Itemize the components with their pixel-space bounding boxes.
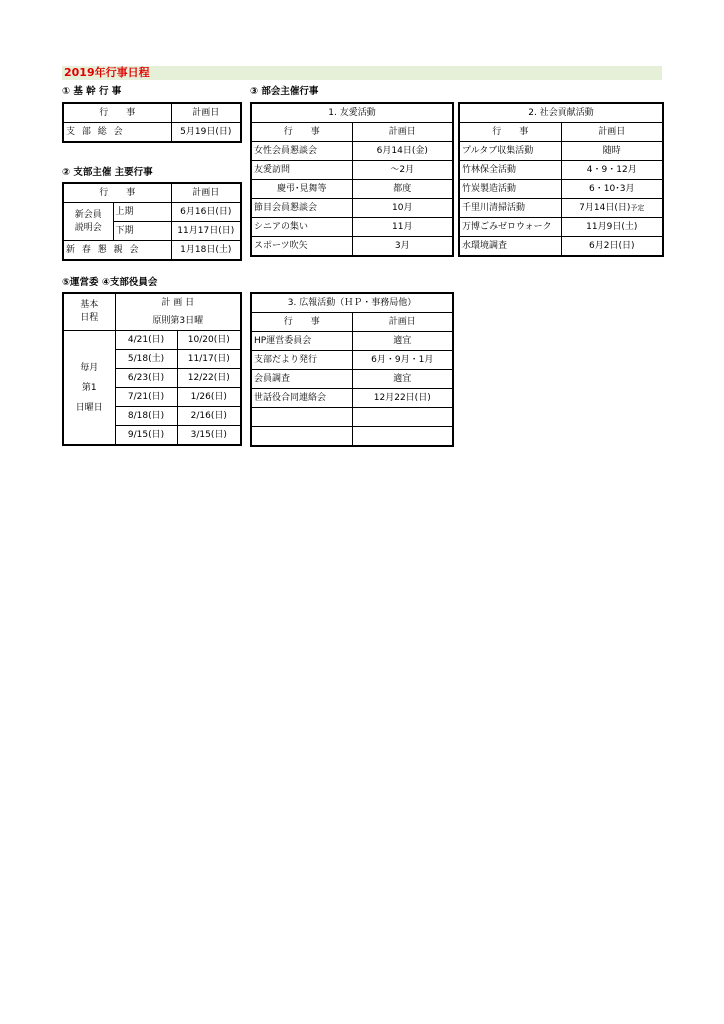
koho-date: 12月22日(日): [352, 389, 453, 408]
table-row: [63, 123, 241, 143]
shibu-table: [62, 182, 242, 261]
unei-date-b: 10/20(日): [177, 331, 241, 350]
unei-head-plan: 計 画 日: [115, 293, 241, 312]
unei-side-label: [63, 331, 115, 446]
kikan-head-date: 計画日: [171, 103, 241, 123]
shakai-event: 竹炭製造活動: [459, 180, 561, 199]
yuai-date: 10月: [352, 199, 453, 218]
shibu-group-label-1: 新会員: [74, 209, 102, 220]
table-row: [251, 427, 453, 447]
unei-date-b: 1/26(日): [177, 388, 241, 407]
table-row: [251, 161, 453, 180]
yuai-date: 都度: [352, 180, 453, 199]
shibu-group-label: [63, 203, 113, 241]
shakai-date: [561, 199, 663, 218]
shakai-event: 万博ごみゼロウォーク: [459, 218, 561, 237]
shibu-lower: 下期: [113, 222, 171, 241]
unei-side-3: 日曜日: [75, 402, 103, 413]
koho-table: [250, 292, 454, 447]
koho-date: [352, 427, 453, 447]
shakai-header: 2. 社会貢献活動: [459, 103, 663, 123]
shakai-date-note: 予定: [630, 204, 645, 212]
unei-date-a: 8/18(日): [115, 407, 177, 426]
unei-date-b: 11/17(日): [177, 350, 241, 369]
shakai-date: 6・10･3月: [561, 180, 663, 199]
table-row: [459, 237, 663, 257]
shibu-head-date: 計画日: [171, 183, 241, 203]
unei-date-a: 6/23(日): [115, 369, 177, 388]
shibu-newyear: 新 春 懇 親 会: [63, 241, 171, 261]
koho-event: 世話役合同連絡会: [251, 389, 352, 408]
yuai-event: シニアの集い: [251, 218, 352, 237]
section-label-shibu: ② 支部主催 主要行事: [62, 167, 153, 178]
shakai-date: 随時: [561, 142, 663, 161]
koho-header: 3. 広報活動（ＨＰ・事務局他）: [251, 293, 453, 313]
unei-table: [62, 292, 242, 446]
table-row: [251, 199, 453, 218]
table-row: [251, 389, 453, 408]
table-row: [251, 142, 453, 161]
koho-head-date: 計画日: [352, 313, 453, 332]
koho-date: [352, 408, 453, 427]
yuai-head-date: 計画日: [352, 123, 453, 142]
kikan-date: 5月19日(日): [171, 123, 241, 143]
title-bar: [62, 66, 662, 80]
yuai-table: [250, 102, 454, 257]
shibu-group-label-2: 説明会: [74, 222, 102, 233]
table-row: [63, 203, 241, 222]
table-row: [251, 218, 453, 237]
shakai-head-date: 計画日: [561, 123, 663, 142]
yuai-event: 女性会員懇談会: [251, 142, 352, 161]
table-row: [63, 241, 241, 261]
page-title: 2019年行事日程: [64, 66, 150, 79]
section-label-kikan: ① 基 幹 行 事: [62, 86, 122, 97]
kikan-event: 支 部 総 会: [63, 123, 171, 143]
yuai-event: 慶弔･見舞等: [251, 180, 352, 199]
table-row: [251, 180, 453, 199]
table-row: [251, 237, 453, 257]
unei-date-b: 2/16(日): [177, 407, 241, 426]
koho-date: 6月・9月・1月: [352, 351, 453, 370]
koho-date: 適宜: [352, 370, 453, 389]
table-row: [251, 408, 453, 427]
unei-date-b: 12/22(日): [177, 369, 241, 388]
yuai-date: 3月: [352, 237, 453, 257]
koho-head-event: 行 事: [251, 313, 352, 332]
yuai-date: 11月: [352, 218, 453, 237]
unei-date-b: 3/15(日): [177, 426, 241, 446]
koho-event: 支部だより発行: [251, 351, 352, 370]
unei-head-basic-1: 基本: [80, 300, 99, 310]
yuai-date: ～2月: [352, 161, 453, 180]
unei-side-1: 毎月: [80, 362, 99, 373]
table-row: [459, 161, 663, 180]
table-row: [459, 180, 663, 199]
table-row: [459, 199, 663, 218]
section-label-unei: ⑤運営委 ④支部役員会: [62, 277, 158, 288]
table-row: [251, 332, 453, 351]
table-row: [459, 142, 663, 161]
shibu-newyear-date: 1月18日(土): [171, 241, 241, 261]
table-row: [63, 331, 241, 350]
unei-date-a: 5/18(土): [115, 350, 177, 369]
shibu-head-event: 行 事: [63, 183, 171, 203]
koho-event: [251, 408, 352, 427]
shakai-event: 竹林保全活動: [459, 161, 561, 180]
koho-event: 会員調査: [251, 370, 352, 389]
yuai-event: 節目会員懇談会: [251, 199, 352, 218]
unei-head-basic: [63, 293, 115, 331]
shakai-event: プルタブ収集活動: [459, 142, 561, 161]
kikan-head-event: 行 事: [63, 103, 171, 123]
yuai-event: 友愛訪問: [251, 161, 352, 180]
shakai-head-event: 行 事: [459, 123, 561, 142]
shakai-event: 千里川清掃活動: [459, 199, 561, 218]
kikan-table: [62, 102, 242, 143]
yuai-event: スポーツ吹矢: [251, 237, 352, 257]
table-row: [251, 351, 453, 370]
unei-date-a: 4/21(日): [115, 331, 177, 350]
shakai-event: 水環境調査: [459, 237, 561, 257]
shakai-table: [458, 102, 664, 257]
unei-head-rule: 原則第3日曜: [115, 312, 241, 331]
unei-date-a: 9/15(日): [115, 426, 177, 446]
shibu-upper-date: 6月16日(日): [171, 203, 241, 222]
shakai-date-value: 7月14日(日): [579, 203, 631, 213]
unei-side-2: 第1: [81, 382, 97, 393]
shakai-date: 4・9・12月: [561, 161, 663, 180]
yuai-header: 1. 友愛活動: [251, 103, 453, 123]
section-label-bukai: ③ 部会主催行事: [250, 86, 319, 97]
koho-event: HP運営委員会: [251, 332, 352, 351]
table-row: [459, 218, 663, 237]
table-row: [251, 370, 453, 389]
unei-head-basic-2: 日程: [80, 313, 99, 323]
shibu-upper: 上期: [113, 203, 171, 222]
shibu-lower-date: 11月17日(日): [171, 222, 241, 241]
koho-event: [251, 427, 352, 447]
koho-date: 適宜: [352, 332, 453, 351]
shakai-date: 6月2日(日): [561, 237, 663, 257]
shakai-date: 11月9日(土): [561, 218, 663, 237]
yuai-date: 6月14日(金): [352, 142, 453, 161]
unei-date-a: 7/21(日): [115, 388, 177, 407]
yuai-head-event: 行 事: [251, 123, 352, 142]
